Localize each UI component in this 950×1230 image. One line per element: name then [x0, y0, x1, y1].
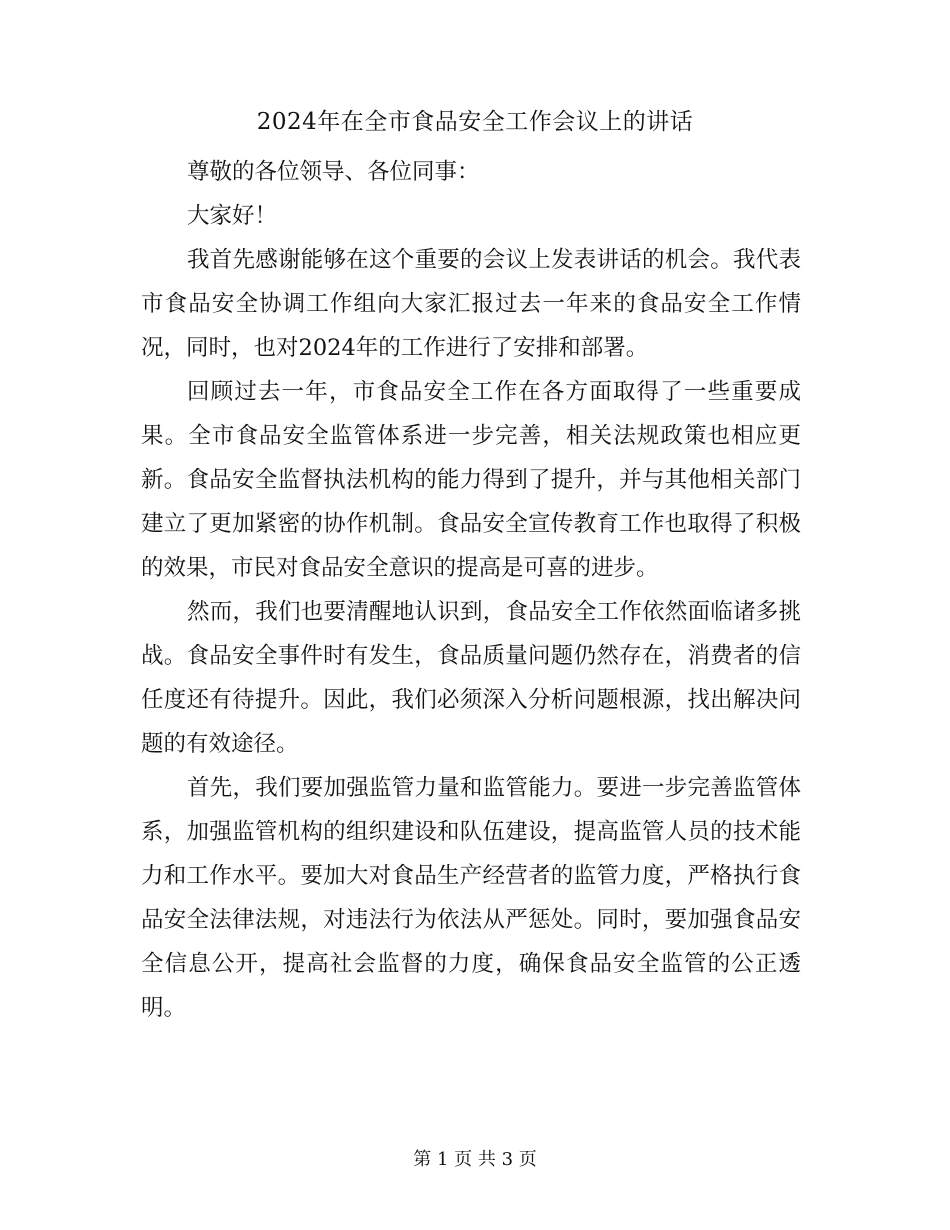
- greeting: 大家好！: [187, 203, 278, 229]
- paragraph-intro: 我首先感谢能够在这个重要的会议上发表讲话的机会。我代表市食品安全协调工作组向大家汇报过去一年来的食品安全工作情况，同时，也对2024年的工作进行了安排和部署。: [141, 247, 801, 361]
- paragraph-review: 回顾过去一年，市食品安全工作在各方面取得了一些重要成果。全市食品安全监管体系进一步完善，相关法规政策也相应更新。食品安全监督执法机构的能力得到了提升，并与其他相关部门建立了更加紧密的协作机制。食品安全宣传教育工作也取得了积极的效果，市民对食品安全意识的提高是可喜的进步。: [141, 379, 801, 581]
- paragraph-challenges: 然而，我们也要清醒地认识到，食品安全工作依然面临诸多挑战。食品安全事件时有发生，食品质量问题仍然存在，消费者的信任度还有待提升。因此，我们必须深入分析问题根源，找出解决问题的有效途径。: [141, 599, 801, 757]
- salutation: 尊敬的各位领导、各位同事：: [187, 159, 480, 185]
- document-body: [141, 150, 801, 1030]
- paragraph-first-measure: 首先，我们要加强监管力量和监管能力。要进一步完善监管体系，加强监管机构的组织建设和队伍建设，提高监管人员的技术能力和工作水平。要加大对食品生产经营者的监管力度，严格执行食品安全法律法规，对违法行为依法从严惩处。同时，要加强食品安全信息公开，提高社会监督的力度，确保食品安全监管的公正透明。: [141, 775, 801, 1021]
- page-footer: 第 1 页 共 3 页: [413, 1149, 537, 1170]
- document-title: 2024年在全市食品安全工作会议上的讲话: [256, 109, 694, 135]
